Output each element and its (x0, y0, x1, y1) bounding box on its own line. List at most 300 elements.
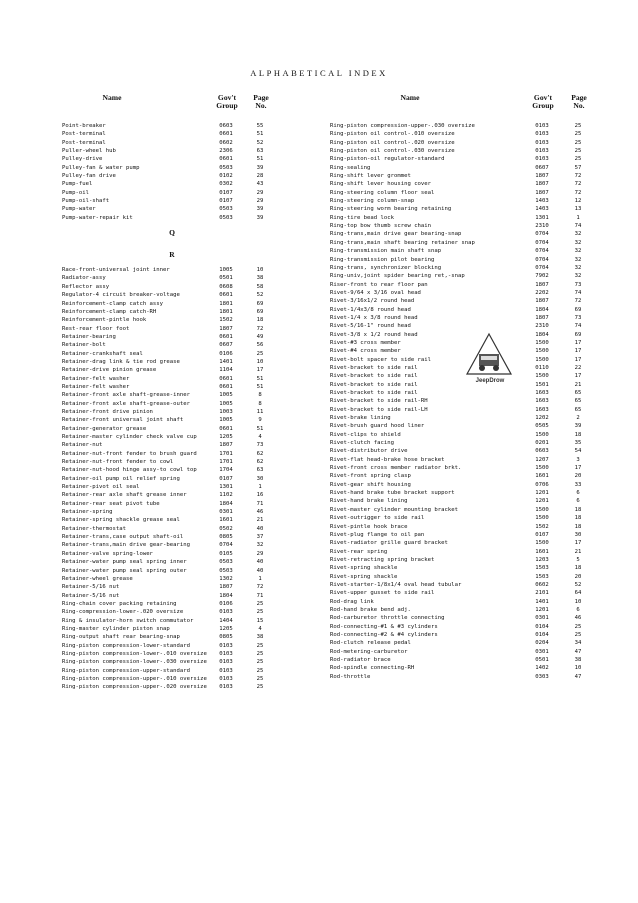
index-entry-name: Rivet-retracting spring bracket (330, 556, 435, 563)
index-entry-group: 0706 (535, 481, 549, 488)
index-entry-name: Retainer-nut (62, 442, 103, 449)
index-entry-group: 1704 (219, 467, 233, 474)
index-entry-name: Pulley-drive (62, 156, 103, 163)
index-row (62, 375, 322, 383)
index-entry-group: 0704 (535, 248, 549, 255)
index-entry-page: 21 (256, 517, 264, 524)
index-entry-group: 1202 (535, 415, 549, 422)
index-entry-page: 72 (574, 181, 582, 188)
index-entry-page: 17 (574, 339, 582, 346)
index-entry-page: 8 (258, 400, 262, 407)
index-row (330, 389, 600, 397)
index-entry-name: Rod-carburetor throttle connecting (330, 615, 445, 622)
index-entry-page: 16 (256, 492, 264, 499)
index-entry-name: Rod-radiator brace (330, 657, 391, 663)
left-column-header (62, 94, 322, 122)
index-entry-page: 69 (256, 300, 264, 307)
index-row (62, 667, 322, 675)
index-entry-page: 17 (574, 348, 582, 355)
index-entry-name: Retainer-spring (62, 509, 113, 516)
index-entry-group: 0103 (535, 139, 549, 146)
index-row (62, 366, 322, 374)
index-entry-page: 40 (256, 559, 264, 566)
index-entry-group: 0503 (219, 164, 233, 171)
index-entry-group: 7902 (535, 273, 549, 280)
index-entry-name: Ring-compression-lower-.020 oversize (62, 609, 184, 616)
index-entry-group: 0704 (535, 264, 549, 271)
index-entry-name: Rivet-5/16-1" round head (330, 323, 411, 330)
index-entry-page: 1 (258, 575, 262, 582)
index-row (62, 592, 322, 600)
index-entry-name: Rivet-front cross member radiator brkt. (330, 465, 462, 472)
index-entry-group: 0201 (535, 440, 549, 447)
index-row (330, 664, 600, 672)
index-row (62, 475, 322, 483)
index-row (62, 491, 322, 499)
index-entry-group: 0704 (535, 231, 549, 238)
index-entry-page: 39 (256, 214, 264, 221)
index-entry-group: 1801 (219, 308, 233, 315)
index-entry-page: 32 (574, 256, 582, 263)
index-entry-page: 21 (574, 548, 582, 555)
index-entry-group: 0502 (219, 525, 233, 532)
index-entry-page: 10 (256, 267, 264, 274)
index-entry-page: 63 (256, 148, 264, 155)
index-row (330, 581, 600, 589)
index-row (330, 155, 600, 163)
index-entry-name: Rivet-spring shackle (330, 573, 398, 580)
index-row (330, 506, 600, 514)
index-entry-name: Retainer-pivot oil seal (62, 484, 140, 491)
index-row (62, 500, 322, 508)
index-entry-group: 1807 (219, 584, 233, 591)
index-entry-name: Retainer-trans,case output shaft-oil (62, 534, 184, 541)
index-row (62, 525, 322, 533)
index-entry-name: Retainer-felt washer (62, 375, 130, 382)
index-entry-group: 2101 (535, 590, 549, 597)
index-entry-name: Retainer-trans,main drive gear-bearing (62, 542, 190, 549)
index-row (62, 416, 322, 424)
index-entry-name: Rivet-master cylinder mounting bracket (330, 506, 458, 513)
index-entry-page: 51 (256, 425, 264, 432)
index-entry-page: 51 (256, 375, 264, 382)
index-entry-name: Rivet-flat head-brake hose bracket (330, 456, 445, 463)
index-entry-name: Retainer-bearing (62, 333, 116, 340)
index-entry-name: Rivet-1/4x3/8 round head (330, 306, 411, 313)
index-row (62, 139, 322, 147)
index-entry-page: 25 (574, 631, 582, 638)
index-entry-name: Ring-shift lever grommet (330, 173, 411, 180)
index-row (62, 341, 322, 349)
index-row (330, 122, 600, 130)
index-entry-group: 1005 (219, 267, 233, 274)
index-entry-name: Ring-piston oil control-.020 oversize (330, 139, 455, 146)
index-entry-page: 69 (256, 308, 264, 315)
index-entry-name: Ring-univ,joint spider bearing ret,-snap (330, 273, 465, 280)
index-entry-page: 64 (574, 590, 582, 597)
index-entry-page: 29 (256, 550, 264, 557)
index-entry-name: Reinforcement-clamp catch assy (62, 300, 164, 307)
index-entry-group: 0501 (219, 275, 233, 282)
index-entry-page: 32 (256, 542, 264, 549)
index-entry-name: Pump-water-repair kit (62, 214, 133, 221)
index-entry-page: 54 (574, 448, 582, 455)
index-row (330, 531, 600, 539)
index-entry-page: 21 (574, 381, 582, 388)
index-entry-page: 25 (574, 139, 582, 146)
index-entry-group: 0603 (535, 448, 549, 455)
index-entry-page: 17 (256, 367, 264, 374)
index-entry-group: 0601 (219, 383, 233, 390)
index-entry-group: 1601 (219, 517, 233, 524)
index-entry-group: 0503 (219, 214, 233, 221)
index-entry-page: 51 (256, 383, 264, 390)
index-row (62, 633, 322, 641)
index-entry-name: Retainer-generator grease (62, 425, 147, 432)
index-row (62, 164, 322, 172)
index-entry-group: 1500 (535, 373, 549, 380)
index-entry-group: 2202 (535, 289, 549, 296)
index-row (330, 414, 600, 422)
index-entry-group: 1201 (535, 606, 549, 613)
index-entry-group: 0805 (219, 534, 233, 541)
index-entry-page: 69 (574, 306, 582, 313)
index-entry-page: 1 (576, 214, 580, 221)
index-entry-name: Ring-piston compression-lower-.030 oversize (62, 659, 207, 666)
index-entry-group: 0103 (535, 156, 549, 163)
index-entry-group: 1500 (535, 515, 549, 522)
index-entry-group: 0704 (219, 542, 233, 549)
index-entry-page: 29 (256, 198, 264, 205)
section-letter-q: Q (169, 228, 175, 238)
index-entry-name: Retainer-rear seat pivot tube (62, 500, 160, 507)
index-entry-name: Retainer-master cylinder check valve cup (62, 434, 197, 440)
index-entry-group: 0107 (219, 198, 233, 205)
index-entry-group: 1503 (535, 573, 549, 580)
index-entry-group: 1503 (535, 565, 549, 572)
index-entry-group: 0607 (219, 342, 233, 349)
index-entry-name: Rivet-3/8 x 1/2 round head (330, 331, 418, 338)
index-entry-group: 1404 (219, 617, 233, 624)
index-row (62, 147, 322, 155)
index-entry-name: Ring-transmission pilot bearing (330, 256, 435, 263)
index-entry-name: Ring-piston compression-upper-.020 oversize (62, 684, 207, 691)
index-entry-group: 0301 (535, 648, 549, 655)
index-entry-group: 1807 (219, 325, 233, 332)
index-row (62, 683, 322, 691)
index-entry-name: Rivet-bracket to side rail (330, 364, 418, 371)
index-entry-page: 40 (256, 567, 264, 574)
index-entry-page: 30 (574, 531, 582, 538)
index-entry-group: 0103 (219, 684, 233, 691)
index-entry-name: Radiator-assy (62, 275, 106, 282)
page-header: Page No. (253, 93, 269, 110)
index-entry-group: 0104 (535, 623, 549, 630)
index-entry-name: Rod-connecting-#1 & #3 cylinders (330, 623, 438, 630)
index-entry-name: Retainer-front drive pinion (62, 408, 153, 415)
index-entry-group: 0601 (219, 156, 233, 163)
index-entry-group: 1807 (535, 173, 549, 180)
index-row (62, 558, 322, 566)
index-entry-name: Rod-hand brake bend adj. (330, 606, 411, 613)
index-entry-name: Retainer-front universal joint shaft (62, 417, 184, 424)
index-entry-group: 1807 (535, 314, 549, 321)
index-row (330, 656, 600, 664)
index-row (62, 608, 322, 616)
index-entry-page: 11 (256, 408, 264, 415)
index-entry-name: Riser-front to rear floor pan (330, 281, 428, 288)
index-entry-page: 25 (574, 156, 582, 163)
index-row (330, 614, 600, 622)
index-entry-page: 47 (574, 648, 582, 655)
index-entry-page: 25 (256, 609, 264, 616)
index-row (62, 316, 322, 324)
index-entry-page: 25 (574, 623, 582, 630)
index-entry-name: Retainer-drive pinion grease (62, 367, 157, 374)
index-entry-page: 72 (574, 173, 582, 180)
index-entry-page: 72 (574, 298, 582, 305)
index-row (330, 422, 600, 430)
index-entry-group: 1302 (219, 575, 233, 582)
index-entry-group: 0102 (219, 173, 233, 180)
index-entry-name: Retainer-5/16 nut (62, 592, 120, 599)
index-entry-name: Rivet-9/64 x 3/16 oval head (330, 289, 421, 296)
index-entry-group: 1500 (535, 465, 549, 472)
index-entry-page: 32 (574, 239, 582, 246)
index-entry-page: 73 (574, 314, 582, 321)
index-entry-name: Pulley-fan drive (62, 173, 116, 180)
index-entry-group: 0503 (219, 559, 233, 566)
index-entry-name: Rivet-brake lining (330, 415, 391, 422)
index-entry-page: 69 (574, 331, 582, 338)
index-entry-page: 25 (256, 642, 264, 649)
index-entry-group: 0602 (535, 581, 549, 588)
index-entry-group: 1500 (535, 339, 549, 346)
index-row (330, 539, 600, 547)
index-entry-group: 1207 (535, 456, 549, 463)
index-entry-name: Retainer-water pump seal spring outer (62, 567, 187, 574)
index-row (62, 483, 322, 491)
index-entry-name: Rivet-rear spring (330, 548, 388, 555)
index-entry-group: 1403 (535, 206, 549, 213)
index-entry-page: 10 (574, 665, 582, 672)
index-entry-page: 6 (576, 498, 580, 505)
index-entry-page: 18 (574, 523, 582, 530)
index-entry-page: 56 (256, 342, 264, 349)
index-entry-name: Rivet-distributor drive (330, 448, 408, 455)
index-entry-group: 0501 (535, 657, 549, 663)
index-entry-name: Pump-water (62, 206, 96, 213)
index-entry-page: 46 (574, 615, 582, 622)
index-entry-group: 1804 (219, 592, 233, 599)
index-entry-name: Retainer-nut-hood hinge assy-to cowl top (62, 467, 197, 474)
index-entry-name: Ring-piston compression-upper-.010 oversize (62, 675, 207, 682)
index-entry-group: 0103 (219, 667, 233, 674)
index-row (330, 564, 600, 572)
index-row (62, 642, 322, 650)
index-row (62, 122, 322, 130)
index-entry-name: Post-terminal (62, 139, 106, 146)
index-entry-group: 1502 (219, 317, 233, 324)
index-entry-group: 2310 (535, 323, 549, 330)
index-row (62, 172, 322, 180)
index-entry-name: Rivet-bracket to side rail (330, 373, 418, 380)
index-entry-group: 1603 (535, 406, 549, 413)
index-entry-page: 30 (256, 475, 264, 482)
index-entry-name: Rivet-pintle hook brace (330, 523, 408, 530)
index-entry-name: Puller-wheel hub (62, 148, 116, 155)
index-entry-group: 0608 (219, 283, 233, 290)
name-header: Name (400, 93, 420, 102)
index-entry-group: 1201 (535, 490, 549, 497)
index-entry-group: 1807 (219, 442, 233, 449)
index-entry-page: 10 (574, 598, 582, 605)
index-entry-name: Rest-rear floor foot (62, 325, 130, 332)
index-entry-name: Rod-drag link (330, 598, 374, 605)
index-entry-name: Reflector assy (62, 283, 110, 290)
index-entry-name: Pump-fuel (62, 181, 93, 188)
jeep-logo-icon (465, 332, 513, 376)
index-entry-page: 74 (574, 323, 582, 330)
index-row (62, 433, 322, 441)
right-rows (330, 122, 600, 681)
index-row (330, 648, 600, 656)
index-entry-page: 25 (256, 350, 264, 357)
index-entry-group: 1807 (535, 281, 549, 288)
index-row (330, 598, 600, 606)
index-entry-page: 20 (574, 573, 582, 580)
index-entry-group: 0603 (219, 123, 233, 129)
index-entry-name: Rivet-spring shackle (330, 565, 398, 572)
index-row (62, 516, 322, 524)
index-entry-name: Race-front-universal joint inner (62, 267, 170, 274)
index-entry-name: Retainer-crankshaft seal (62, 350, 143, 357)
index-row (330, 197, 600, 205)
index-entry-page: 25 (574, 148, 582, 155)
index-entry-name: Retainer-drag link & tie rod grease (62, 358, 180, 365)
index-entry-name: Ring-steering column floor seal (330, 189, 435, 196)
index-entry-name: Rivet-outrigger to side rail (330, 515, 425, 522)
index-row (62, 266, 322, 274)
index-row (330, 214, 600, 222)
index-entry-group: 0107 (219, 189, 233, 196)
index-entry-page: 18 (256, 317, 264, 324)
index-row (62, 130, 322, 138)
index-entry-group: 1203 (535, 556, 549, 563)
index-entry-group: 0106 (219, 350, 233, 357)
index-entry-page: 32 (574, 248, 582, 255)
index-entry-name: Rivet-front spring clasp (330, 473, 411, 480)
index-row (62, 350, 322, 358)
index-entry-page: 28 (256, 173, 264, 180)
index-entry-page: 47 (574, 673, 582, 680)
index-entry-page: 8 (258, 392, 262, 399)
index-entry-page: 46 (256, 509, 264, 516)
index-entry-group: 0301 (535, 615, 549, 622)
index-entry-name: Retainer-rear axle shaft grease inner (62, 492, 187, 499)
index-entry-group: 0103 (219, 650, 233, 657)
index-entry-name: Retainer-nut-front fender to cowl (62, 459, 174, 466)
index-row (62, 567, 322, 575)
index-entry-name: Rod-spindle connecting-RH (330, 665, 415, 672)
index-row (330, 256, 600, 264)
index-entry-group: 1501 (535, 381, 549, 388)
index-entry-name: Retainer-5/16 nut (62, 584, 120, 591)
index-row (330, 556, 600, 564)
index-row (62, 583, 322, 591)
index-entry-name: Rivet-gear shift housing (330, 481, 411, 488)
index-entry-page: 38 (574, 657, 582, 663)
index-entry-group: 0204 (535, 640, 549, 647)
index-row (62, 408, 322, 416)
index-entry-name: Ring-piston compression-upper-standard (62, 667, 190, 674)
index-entry-page: 72 (574, 189, 582, 196)
index-entry-page: 72 (256, 325, 264, 332)
index-entry-name: Rod-throttle (330, 673, 371, 680)
index-entry-group: 1603 (535, 390, 549, 396)
index-row (330, 489, 600, 497)
index-entry-page: 52 (574, 581, 582, 588)
index-row (62, 283, 322, 291)
index-entry-group: 0105 (219, 550, 233, 557)
index-row (62, 205, 322, 213)
index-row (62, 458, 322, 466)
index-row (330, 264, 600, 272)
index-entry-group: 1500 (535, 431, 549, 438)
index-entry-page: 18 (574, 506, 582, 513)
index-entry-group: 1205 (219, 434, 233, 440)
index-row (62, 300, 322, 308)
index-entry-name: Retainer-nut-front fender to brush guard (62, 450, 197, 457)
index-entry-page: 57 (574, 164, 582, 171)
index-row (330, 573, 600, 581)
index-entry-group: 1801 (219, 300, 233, 307)
index-entry-group: 1102 (219, 492, 233, 499)
index-entry-group: 0601 (219, 375, 233, 382)
index-entry-name: Reinforcement-pintle hook (62, 317, 147, 324)
index-entry-page: 25 (256, 675, 264, 682)
index-entry-group: 0601 (219, 131, 233, 138)
index-entry-page: 12 (574, 198, 582, 205)
index-entry-page: 1 (258, 484, 262, 491)
index-entry-name: Retainer-wheel grease (62, 575, 133, 582)
index-entry-name: Retainer-oil pump oil relief spring (62, 475, 180, 482)
index-entry-group: 0104 (535, 631, 549, 638)
index-row (330, 623, 600, 631)
index-entry-group: 1502 (535, 523, 549, 530)
index-row (330, 164, 600, 172)
left-top-rows (62, 122, 322, 222)
index-entry-page: 73 (256, 442, 264, 449)
index-row (330, 222, 600, 230)
index-entry-group: 1301 (535, 214, 549, 221)
index-entry-page: 5 (576, 556, 580, 563)
index-row (62, 274, 322, 282)
index-entry-group: 1500 (535, 506, 549, 513)
index-entry-page: 65 (574, 398, 582, 405)
index-row (330, 314, 600, 322)
index-entry-name: Ring-piston compression-lower-standard (62, 642, 190, 649)
index-row (62, 189, 322, 197)
index-entry-page: 2 (576, 415, 580, 422)
index-entry-group: 0103 (219, 675, 233, 682)
index-entry-name: Rivet-bracket to side rail (330, 390, 418, 396)
index-entry-group: 1201 (535, 498, 549, 505)
index-row (330, 230, 600, 238)
index-row (62, 308, 322, 316)
index-entry-group: 0103 (219, 642, 233, 649)
index-row (62, 425, 322, 433)
